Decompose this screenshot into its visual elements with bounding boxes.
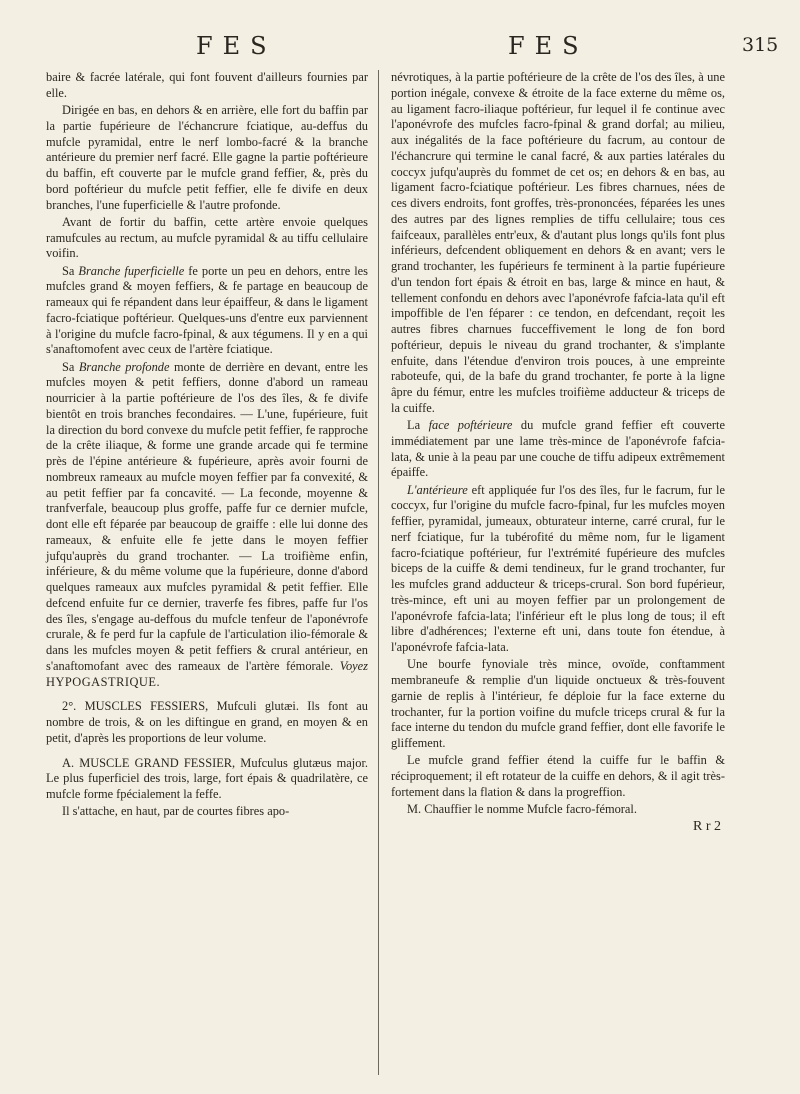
page-number: 315 xyxy=(742,34,779,56)
paragraph: Le mufcle grand feffier étend la cuiffe fur le baffin & réciproquement; il eft rotateur de la cuiffe en dehors, & il agit très-fortement dans la flation & dans la progreffion. xyxy=(391,753,725,799)
header-left-title: FES xyxy=(196,32,277,60)
paragraph: Avant de fortir du baffin, cette artère envoie quelques ramufcules au rectum, au mufcle pyramidal & au tiffu cellulaire voifin. xyxy=(46,214,368,261)
paragraph: baire & facrée latérale, qui font fouvent d'ailleurs fournies par elle. xyxy=(46,70,368,100)
left-column xyxy=(46,70,368,822)
cross-reference-label: Voyez xyxy=(339,658,368,673)
paragraph: 2°. MUSCLES FESSIERS, Mufculi glutæi. Ils font au nombre de trois, & on les diftingue en grand, en moyen & en petit, d'après les proportions de leur volume. xyxy=(46,699,368,745)
section-label: Branche fuperficielle xyxy=(78,263,185,278)
signature-mark: R r 2 xyxy=(693,819,721,835)
paragraph: A. MUSCLE GRAND FESSIER, Mufculus glutæus major. Le plus fuperficiel des trois, large, fort épais & quadrilatère, ce mufcle forme fpécialement la feffe. xyxy=(46,755,368,801)
paragraph: L'antérieure eft appliquée fur l'os des îles, fur le facrum, fur le coccyx, fur l'origine du mufcle facro-fpinal, fur les mufcles moyen feffier, pyramidal, jumeaux, obturateur interne, carré crural, fur le nerf fciatique, fur la tubérofité du même nom, fur le ligament facro-fciatique poftérieur, fur l'extrémité fupérieure des mufcles biceps de la cuiffe & demi tendineux, fur le grand trochanter, fur les mufcles grand adducteur & triceps-crural. Son bord fupérieur, très-mince, eft uni au moyen feffier par un prolongement de l'aponévrofe fafcia-lata; l'inférieur eft le plus long de tous; il eft libre d'adhérences; l'externe eft uni, dans toute fon étendue, à l'aponévrofe fafcia-lata. xyxy=(391,482,725,654)
right-column xyxy=(391,70,725,835)
section-label: L'antérieure xyxy=(407,482,468,497)
paragraph: La face poftérieure du mufcle grand feffier eft couverte immédiatement par une lame très-mince de l'aponévrofe fafcia-lata, & unie à la peau par une couche de tiffu adipeux extrêmement épaiffe. xyxy=(391,418,725,480)
paragraph: Une bourfe fynoviale très mince, ovoïde, conftamment membraneufe & remplie d'un liquide onctueux & très-fouvent garnie de replis à l'intérieur, fe déploie fur la face externe du trochanter, fur la portion voifine du mufcle triceps crural & fur la face interne du tendon du mufcle grand feffier, dont elle favorife le gliffement. xyxy=(391,657,725,750)
column-divider xyxy=(378,70,379,1075)
section-label: Branche profonde xyxy=(78,359,170,374)
header-right-title: FES xyxy=(508,32,589,60)
running-header xyxy=(0,22,800,62)
paragraph: névrotiques, à la partie poftérieure de la crête de l'os des îles, à une portion inégale, convexe & étroite de la face externe du même os, au ligament facro-iliaque poftérieur, fur lequel il fe continue avec l'aponévrofe des mufcles facro-fpinal & grand dorfal; au milieu, aux inégalités de la face poftérieure du facrum, au contour de l'échancrure qui termine le canal facré, & aux parties latérales du coccyx jufqu'auprès du fommet de cet os; en dehors & en bas, au ligament facro-fciatique poftérieur. Les fibres charnues, nées de ces divers endroits, font groffes, très-prononcées, féparées les unes des autres par des lignes remplies de tiffu cellulaire; tous ces faifceaux, parallèles entr'eux, & d'autant plus longs qu'ils font plus inférieurs, defcendent obliquement en dehors & en avant; vers le grand trochanter, les fupérieurs fe terminent à la partie fupérieure d'un tendon fort épais & étroit en bas, large & mince en haut, & tellement confondu en dehors avec l'aponévrofe fafcia-lata qu'il eft impoffible de l'en féparer : ce tendon, en defcendant, reçoit les autres fibres charnues fucceffivement le long de fon bord poftérieur, depuis le niveau du grand trochanter, & s'implante enfuite, dans l'étendue d'environ trois pouces, à une empreinte raboteufe, qui, de la bafe du grand trochanter, fe porte à la ligne âpre du fémur, entre les mufcles troifième adducteur & triceps de la cuiffe. xyxy=(391,70,725,415)
paragraph: M. Chauffier le nomme Mufcle facro-fémoral. xyxy=(407,802,637,816)
paragraph: Il s'attache, en haut, par de courtes fibres apo- xyxy=(62,804,290,819)
paragraph: Sa Branche fuperficielle fe porte un peu en dehors, entre les mufcles grand & moyen feffiers, & fe partage en beaucoup de rameaux qui fe répandent dans leur épaiffeur, & dans le ligament facro-fciatique poftérieur. Quelques-uns d'entre eux parviennent à l'origine du mufcle facro-fpinal, & aux tégumens. Il y en a qui s'anaftomofent avec ceux de l'artère fciatique. xyxy=(46,263,368,357)
paragraph: Dirigée en bas, en dehors & en arrière, elle fort du baffin par la partie fupérieure de l'échancrure fciatique, au-deffus du mufcle pyramidal, entre le nerf lombo-facré & la branche antérieure du premier nerf facré. Elle gagne la partie poftérieure du baffin, eft couverte par le mufcle grand feffier, &, près du bord poftérieur du mufcle petit feffier, elle fe divife en deux branches, l'une fuperficielle & l'autre profonde. xyxy=(46,103,368,212)
section-label: face poftérieure xyxy=(428,418,513,432)
cross-reference-target: HYPOGASTRIQUE. xyxy=(46,674,161,689)
paragraph: Sa Branche profonde monte de derrière en devant, entre les mufcles moyen & petit feffiers, donne d'abord un rameau nourricier à la partie poftérieure de l'os des îles, & fe divife bientôt en trois branches fecondaires. — L'une, fupérieure, fuit la direction du bord convexe du mufcle petit feffier, fe rapproche de la crête iliaque, & forme une grande arcade qui fe termine près de l'épine antérieure & fupérieure, après avoir fourni de nombreux rameaux au mufcle moyen feffier par fa convexité, & au petit feffier par fa concavité. — La feconde, moyenne & tranfverfale, beaucoup plus groffe, paffe fur ce dernier mufcle, dont elle eft féparée par beaucoup de graiffe : elle lui donne des rameaux, & enfuite elle fe jette dans le moyen feffier jufqu'auprès du grand trochanter. — La troifième enfin, inférieure, & du même volume que la fupérieure, donne d'abord quelques rameaux aux mufcles pyramidal & petit feffier. Elle defcend enfuite fur ce dernier, traverfe fes fibres, paffe fur l'os des îles, s'engage au-deffous du mufcle tenfeur de l'aponévrofe crurale, & fe perd fur la capfule de l'articulation ilio-fémorale & dans les mufcles moyen & petit feffiers & crural antérieur, en s'anaftomofant avec des rameaux de l'artère fémorale. Voyez HYPOGASTRIQUE. xyxy=(46,359,368,689)
